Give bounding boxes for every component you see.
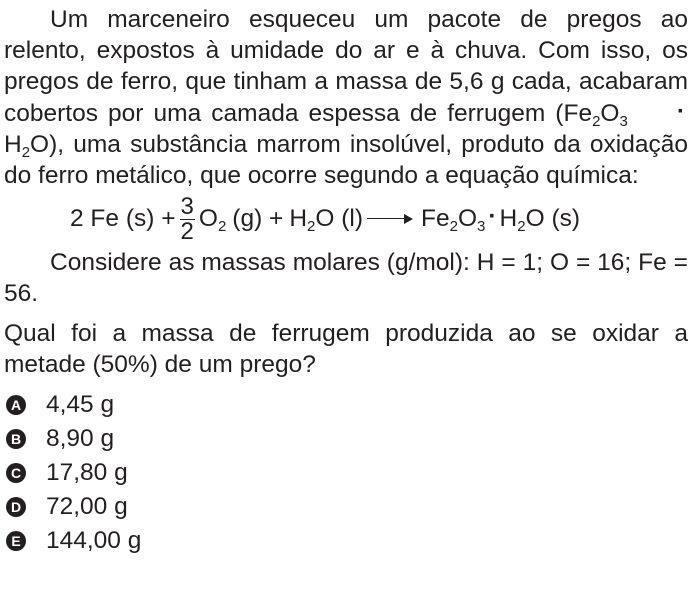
eq-fraction-denominator: 2: [180, 217, 194, 245]
answer-options: [4, 388, 688, 558]
eq-product-fe: Fe: [421, 205, 450, 233]
eq-o2: [198, 205, 227, 236]
eq-o2-o: O: [198, 205, 218, 233]
question-text: Qual foi a massa de ferrugem produzida ao se oxidar a metade (50%) de um prego?: [4, 319, 688, 378]
formula-o-sub: 3: [619, 112, 628, 130]
eq-product-h: H: [499, 205, 518, 233]
eq-product-o: O: [457, 205, 478, 233]
eq-o2-state: (g) +: [232, 205, 284, 233]
chemical-equation: [70, 191, 688, 247]
eq-product-rest: O (s): [525, 205, 581, 233]
eq-hydrate-dot: ·: [488, 203, 497, 231]
molar-masses: Considere as massas molares (g/mol): H = 1; O = 16; Fe = 56.: [4, 249, 688, 308]
eq-water-rest: O (l): [315, 205, 364, 233]
eq-product-h-sub: 2: [517, 218, 526, 236]
option-c-badge: C: [6, 463, 26, 483]
formula-o: O: [600, 99, 620, 127]
hydrate-dot: ·: [676, 97, 685, 125]
formula-o2: O: [30, 130, 50, 158]
eq-water: [289, 205, 364, 236]
option-d-text: 72,00 g: [46, 493, 128, 521]
intro-text-1: Um marceneiro esqueceu um pacote de pregos ao relento, expostos à umidade do ar e à chuva. Com isso, os pregos de ferro, que tinham a massa de 5,6 g cada, acabaram cobertos por uma camada espessa de ferrugem (: [4, 6, 688, 127]
eq-product: [421, 203, 581, 236]
option-c[interactable]: [4, 456, 688, 490]
option-a[interactable]: [4, 388, 688, 422]
option-c-text: 17,80 g: [46, 459, 128, 487]
option-a-text: 4,45 g: [46, 391, 115, 419]
formula-fe: Fe: [563, 99, 593, 127]
eq-water-sub: 2: [307, 218, 316, 236]
eq-o2-sub: 2: [217, 218, 227, 236]
formula-fe-sub: 2: [592, 112, 601, 130]
option-e-text: 144,00 g: [46, 527, 142, 555]
eq-fraction: [180, 192, 195, 245]
formula-h-sub: 2: [21, 143, 31, 161]
option-e-badge: E: [6, 531, 26, 551]
option-d[interactable]: [4, 490, 688, 524]
option-a-badge: A: [6, 395, 26, 415]
eq-product-o-sub: 3: [477, 218, 486, 236]
option-b-badge: B: [6, 429, 26, 449]
option-b-text: 8,90 g: [46, 425, 115, 453]
intro-paragraph: [4, 4, 688, 191]
eq-reactant-fe: 2 Fe (s) +: [70, 205, 176, 233]
option-e[interactable]: [4, 524, 688, 558]
eq-water-h: H: [289, 205, 308, 233]
formula-h: H: [4, 130, 22, 158]
eq-product-fe-sub: 2: [449, 218, 458, 236]
intro-text-2: ), uma substância marrom insolúvel, produto da oxidação do ferro metálico, que ocorre segundo a equação química:: [4, 130, 688, 190]
option-d-badge: D: [6, 497, 26, 517]
reaction-arrow-icon: [367, 213, 413, 225]
option-b[interactable]: [4, 422, 688, 456]
eq-fraction-numerator: 3: [180, 192, 194, 220]
